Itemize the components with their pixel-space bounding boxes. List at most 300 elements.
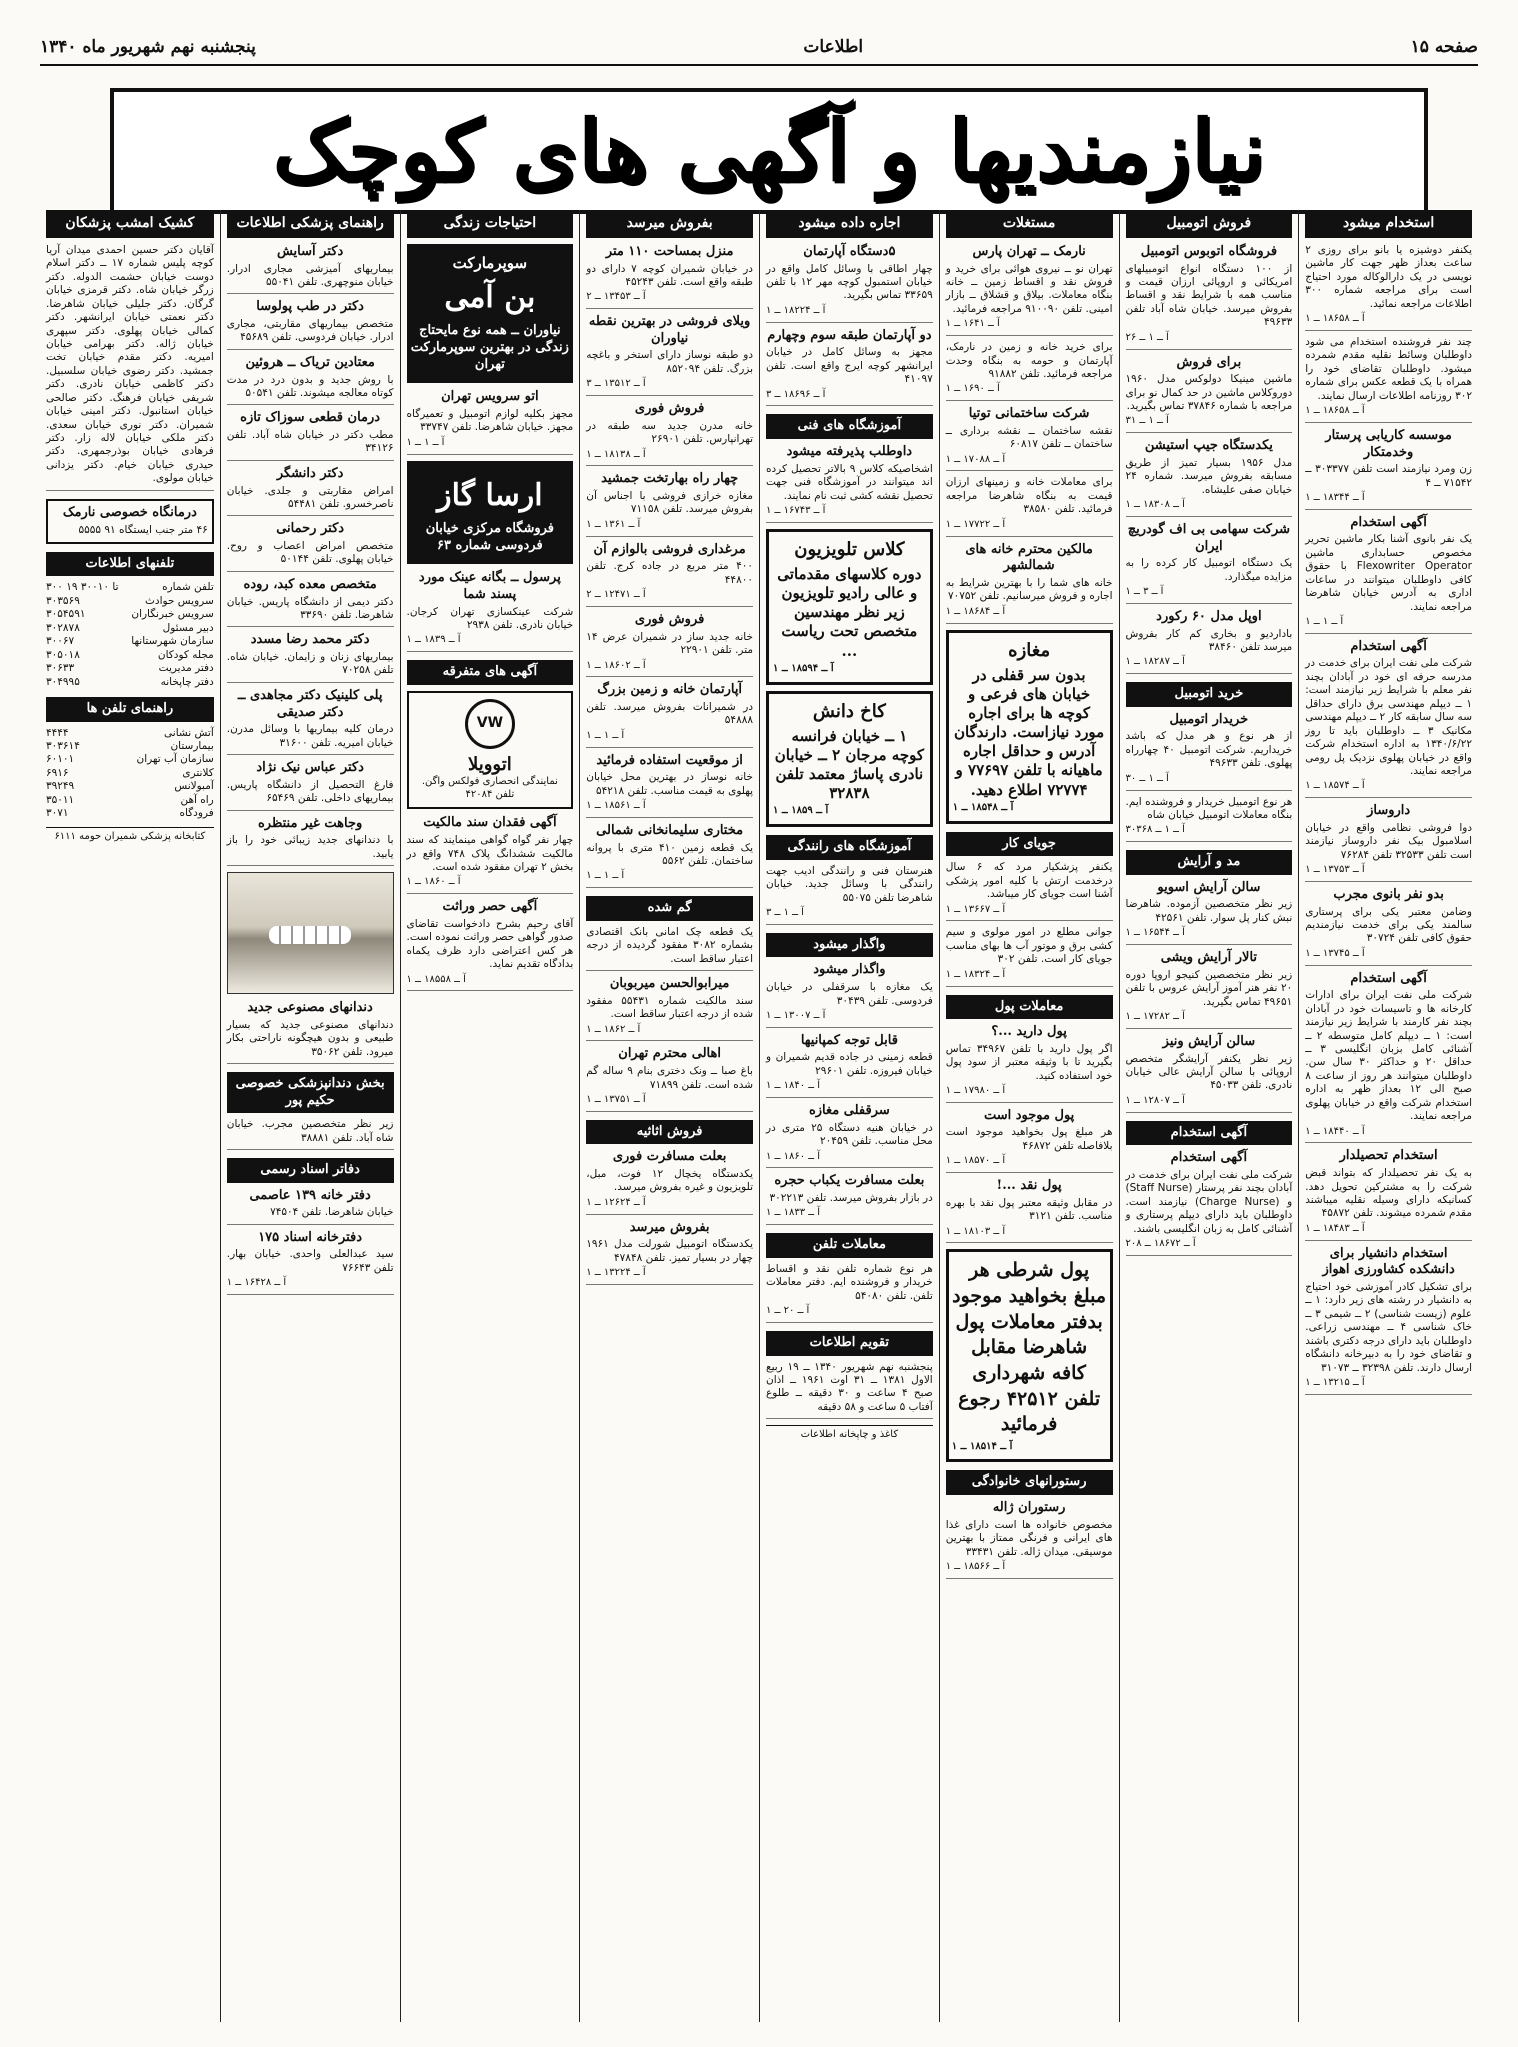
ad-body: با روش جدید و بدون درد در مدت کوتاه معالجه میشوند. تلفن ۵۰۵۴۱ (226, 373, 394, 399)
ad-title: داروساز (1367, 803, 1411, 819)
ad-ref: آ ــ ۱۸۶۰۲ ــ ۱ (586, 659, 646, 671)
clinic-box (46, 499, 214, 544)
ad-title: تالار آرایش ویشی (1160, 950, 1258, 966)
ad-list (407, 570, 574, 652)
classified-ad (586, 1220, 753, 1285)
classified-ad (586, 823, 753, 888)
phone-row (46, 767, 214, 780)
ad-body: بیماریهای زنان و زایمان. خیابان شاه. تلفن ۷۰۲۵۸ (226, 651, 394, 677)
ad-title: آپارتمان خانه و زمین بزرگ (597, 682, 743, 698)
classified-ad (766, 1033, 933, 1098)
ad-body: آقایان دکتر حسین احمدی میدان آریا کوچه پلیس شماره ۱۷ ــ دکتر اسلام دوست خیابان حشمت الدوله. دکتر زرگر خیابان شاه. دکتر قرمزی خیابان گرگان. دکتر جلیلی خیابان شاهرضا. دکتر نعمتی خیابان ایرانشهر. دکتر کمالی خیابان پهلوی. دکتر سپهری خیابان ژاله. دکتر بهرامی خیابان امیریه. دکتر مقدم خیابان تخت جمشید. دکتر رضوی خیابان سلسبیل. دکتر کاظمی خیابان نادری. دکتر شریفی خیابان فرهنگ. دکتر صالحی خیابان استانبول. دکتر امینی خیابان شمیران. دکتر نوری خیابان سعدی. دکتر ملکی خیابان لاله زار. دکتر فرهادی خیابان بوذرجمهری. دکتر حیدری خیابان خیام. دکتر یزدانی خیابان مولوی. (46, 243, 214, 485)
ad-ref: آ ــ ۱۸۶۰ ــ ۱ (766, 1150, 821, 1162)
ad-body: سید عبدالعلی واحدی. خیابان بهار. تلفن ۷۶۶۴۳ (226, 1248, 394, 1274)
ad-list (766, 1263, 933, 1323)
ad-body: تهران نو ــ نیروی هوائی برای خرید و فروش نقد و اقساط زمین ــ خانه بنگاه معاملات. بیلاق و قشلاق ــ بازار امینی. تلفن ۹۱۰۰۹۰ مراجعه فرمائید. (945, 262, 1113, 315)
ad-ref: آ ــ ۱۲۴۷۱ ــ ۲ (586, 589, 646, 601)
classified-ad (766, 1103, 933, 1168)
black-box-line-3: فروشگاه مرکزی خیابان فردوسی شماره ۶۳ (425, 521, 555, 553)
ad-body: هر مبلغ پول بخواهید موجود است بلافاصله تلفن ۴۶۸۷۲ (945, 1126, 1113, 1152)
section-head: دفاتر اسناد رسمی (227, 1158, 394, 1183)
ad-title: خریدار اتومبیل (1169, 711, 1249, 727)
ad-body: باداردیو و بخاری کم کار بفروش میرسد تلفن ۳۸۴۶۰ (1125, 627, 1293, 653)
ad-title: پول دارید ...؟ (991, 1024, 1067, 1040)
phone-number: ۳۰۶۳۳ (46, 662, 75, 675)
ad-list (586, 244, 753, 888)
ad-body: زیر نظر متخصصین آزموده. شاهرضا نبش کنار پل سوار. تلفن ۴۲۵۶۱ (1125, 898, 1293, 924)
ad-body: هر نوع اتومبیل خریدار و فروشنده ایم. بنگاه معاملات اتومبیل خیابان شاه (1125, 795, 1293, 821)
ad-title: دکتر محمد رضا مسدد (250, 632, 370, 648)
phone-number: ۶۹۱۶ (46, 766, 69, 779)
ad-ref: آ ــ ۱۳۶۱ ــ ۱ (586, 518, 641, 530)
photo-caption: دندانهای مصنوعی جدید (247, 1000, 373, 1016)
ad-ref: آ ــ ۱ ــ ۳۰ (1125, 772, 1169, 784)
ad-body: بیماریهای آمیزشی مجاری ادرار. خیابان منوچهری. تلفن ۵۵۰۴۱ (226, 262, 394, 288)
ad-body: درمان کلیه بیماریها با وسائل مدرن. خیابان امیریه. تلفن ۳۱۶۰۰ (226, 723, 394, 749)
classified-ad (1126, 244, 1293, 350)
ad-ref: آ ــ ۱ ــ ۱ (586, 870, 625, 882)
ad-body: زیر نظر متخصصین کنیجو اروپا دوره ۲۰ نفر هنر آموز آرایش عروس با تلفن ۴۹۶۵۱ تماس بگیرید. (1125, 968, 1293, 1008)
ad-body: دکتر دیمی از دانشگاه پاریس. خیابان شاهرضا. تلفن ۳۳۶۹۰ (226, 595, 394, 621)
classified-ad (227, 299, 394, 350)
ad-title: از موقعیت استفاده فرمائید (596, 752, 743, 768)
ad-title: دکتر عباس نیک نژاد (256, 760, 364, 776)
classified-ad (586, 753, 753, 818)
ad-title: آگهی حصر وراثت (442, 899, 538, 915)
big-ad-title: کاخ دانش (812, 700, 886, 722)
phone-label: آتش نشانی (164, 726, 214, 739)
ad-list (1126, 1150, 1293, 1256)
black-box-line-2: بن آمی (444, 280, 536, 316)
classified-ad (407, 815, 574, 894)
classified-ad (1305, 336, 1472, 423)
ad-list (946, 244, 1113, 624)
phone-label: راه آهن (180, 793, 214, 806)
phone-label: سازمان آب تهران (136, 753, 214, 766)
phone-row (46, 780, 214, 793)
ad-body: از هر نوع و هر مدل که باشد خریداریم. شرکت اتومبیل ۴۰ چهارراه پهلوی. تلفن ۴۹۶۳۳ (1125, 730, 1293, 770)
classified-ad (586, 1046, 753, 1111)
ad-title: آگهی استخدام (1170, 1150, 1248, 1166)
ad-body: آقای رحیم بشرح دادخواست تقاضای صدور گواهی حصر وراثت نموده است. هر کس اعتراضی دارد ظرف یکماه بدادگاه تقدیم نماید. (406, 917, 574, 971)
section-head: راهنمای تلفن ها (46, 697, 214, 722)
section-head: تلفنهای اطلاعات (46, 552, 214, 577)
big-ad-body: بدون سر قفلی در خیابان های فرعی و کوچه ها برای اجاره مورد نیازاست. دارندگان آدرس و حداقل اجاره ماهیانه با تلفن ۷۷۶۹۷ و ۷۲۷۷۴ اطلاع دهید. (954, 665, 1105, 799)
ad-body: متخصص بیماریهای مقاربتی، مجاری ادرار. خیابان فردوسی. تلفن ۴۵۶۸۹ (226, 318, 394, 344)
ad-title: سرقفلی مغازه (808, 1103, 890, 1119)
ad-title: قابل توجه کمپانیها (800, 1032, 898, 1048)
ad-title: سالن آرایش ونیز (1162, 1033, 1256, 1049)
ad-title: درمان قطعی سوزاک تازه (240, 410, 381, 426)
ad-body: یک نفر بانوی آشنا بکار ماشین تحریر مخصوص حسابداری ماشین Flexowriter Operator با حقوق کافی داوطلبان میتوانند در ساعات اداری به آدرس خیابان شاهرضا مراجعه نمایند. (1305, 533, 1472, 613)
ad-ref: آ ــ ۱۶۷۴۳ ــ ۱ (766, 504, 826, 516)
classified-ad (946, 1024, 1113, 1103)
ad-title: رستوران ژاله (992, 1500, 1066, 1516)
classified-ad (946, 406, 1113, 471)
phone-label: سازمان شهرستانها (131, 635, 214, 648)
big-ad-body: دوره کلاسهای مقدماتی و عالی رادیو تلویزیون زیر نظر مهندسین متخصص تحت ریاست ... (777, 564, 922, 660)
column-employment (1298, 210, 1478, 2022)
ad-ref: آ ــ ۱۸۵۹۴ ــ ۱ (773, 662, 834, 674)
ad-ref: آ ــ ۱ ــ ۱ (586, 729, 625, 741)
big-ad-body: ۱ ــ خیابان فرانسه کوچه مرجان ۲ ــ خیابان نادری پاساژ معتمد تلفن ۳۲۸۳۸ (774, 726, 924, 803)
classified-ad (946, 926, 1113, 986)
classified-ad (766, 1173, 933, 1225)
ad-ref: آ ــ ۱ ــ ۳ (766, 907, 804, 919)
classified-ad (46, 244, 214, 491)
classified-ad (946, 244, 1113, 336)
column-head: استخدام میشود (1305, 210, 1472, 238)
ad-ref: آ ــ ۱۸۲۲۴ ــ ۱ (766, 304, 826, 316)
ad-title: منزل بمساحت ۱۱۰ متر (605, 243, 734, 259)
classified-ad (1126, 1150, 1293, 1256)
phone-row (46, 595, 214, 608)
ad-body: مجهز بکلیه لوازم اتومبیل و تعمیرگاه مجهز. خیابان شاهرضا. تلفن ۳۳۷۴۷ (406, 407, 574, 434)
ad-ref: آ ــ ۱۸۵۶۶ ــ ۱ (945, 1561, 1006, 1572)
ad-title: پرسول ــ بگانه عینک مورد پسند شما (418, 570, 561, 602)
ad-list (1126, 244, 1293, 674)
classified-ad (227, 1188, 394, 1225)
clinic-box-line: ۴۶ متر جنب ایستگاه ۹۱ ۵۵۵۵ (78, 524, 208, 537)
big-ad-title: کلاس تلویزیون (794, 538, 905, 560)
column-life-needs (400, 210, 580, 2022)
ad-list (586, 926, 753, 1112)
ad-list (766, 865, 933, 925)
column-head: احتیاجات زندگی (407, 210, 574, 238)
ad-body: یک دستگاه اتومبیل کار کرده را به مزایده میگذارد. (1125, 557, 1293, 583)
ad-ref: آ ــ ۱ ــ ۱ (1305, 616, 1344, 628)
ad-list (766, 962, 933, 1225)
ad-body: اگر پول دارید با تلفن ۳۴۹۶۷ تماس بگیرید تا با وثیقه معتبر از سود پول خود استفاده کنید. (945, 1042, 1113, 1082)
ad-title: فروش فوری (634, 401, 705, 417)
ad-body: متخصص امراض اعصاب و روح. خیابان پهلوی. تلفن ۵۰۱۴۴ (226, 540, 394, 566)
ad-ref: آ ــ ۱۸۶۵۸ ــ ۱ (1305, 313, 1365, 325)
ad-list (766, 244, 933, 406)
phone-number: ۳۹۲۴۹ (46, 780, 75, 793)
ad-ref: آ ــ ۱۳۲۱۵ ــ ۱ (1305, 1376, 1365, 1388)
ad-body: شرکت ملی نفت ایران برای خدمت در آبادان بچند نفر پرستار (Staff Nurse) و (Charge Nurse) نیازمند است. داوطلبان باید دارای دیپلم پرستاری و آشنائی کامل به زبان انگلیسی باشند. (1125, 1168, 1293, 1235)
classified-ad (1305, 887, 1472, 966)
ad-ref: آ ــ ۱۸۵۷۴ ــ ۱ (1305, 780, 1365, 792)
ad-ref: آ ــ ۲۰ ــ ۱ (766, 1305, 810, 1317)
ad-body: وضامن معتبر یکی برای پرستاری سالمند یکی برای خدمت نیازمندیم حقوق کافی تلفن ۳۰۷۲۴ (1305, 905, 1472, 945)
ad-body: برای تشکیل کادر آموزشی خود احتیاج به دانشیار در رشته های زیر دارد: ۱ ــ علوم (زیست شناسی) ۲ ــ شیمی ۳ ــ خاک شناسی ۴ ــ مهندسی زراعی. داوطلبان باید دارای درجه دکتری باشند و تقاضای خود را به دبیرخانه دانشگاه ارسال دارند. تلفن ۳۲۳۹۸ ــ ۳۱۰۷۳ (1305, 1280, 1472, 1374)
ad-ref: آ ــ ۱۸۶۲ ــ ۱ (586, 1023, 641, 1035)
ad-body: دوا فروشی نظامی واقع در خیابان اسلامبول بیک نفر داروساز نیازمند است تلفن ۳۲۵۳۳ تلفن ۷۶۲۸۴ (1305, 821, 1472, 861)
ad-ref: آ ــ ۱۸۱۰۳ ــ ۱ (945, 1225, 1006, 1237)
column-footer: کتابخانه پزشکی شمیران حومه ۶۱۱۱ (46, 827, 214, 847)
ad-ref: آ ــ ۱۳۶۶۷ ــ ۱ (945, 903, 1006, 915)
section-head: فروش اثاثیه (586, 1120, 753, 1145)
ad-title: آگهی استخدام (1350, 970, 1427, 986)
ad-body: خیابان شاهرضا. تلفن ۷۴۵۰۴ (270, 1206, 394, 1219)
ad-body: خانه نوساز در بهترین محل خیابان پهلوی به قیمت مناسب. تلفن ۵۴۲۱۸ (586, 771, 753, 797)
ad-body: زیر نظر متخصصین مجرب. خیابان شاه آباد. تلفن ۳۸۸۸۱ (226, 1118, 394, 1144)
ad-body: خانه های شما را با بهترین شرایط به اجاره و فروش میرسانیم. تلفن ۷۰۷۵۲ (945, 576, 1113, 603)
ad-ref: آ ــ ۱۸۳۴۴ ــ ۱ (1305, 492, 1365, 503)
column-doctors-on-call (40, 210, 220, 2022)
ad-body: شرکت عینکسازی تهران کرجان. خیابان نادری. تلفن ۲۹۳۸ (406, 605, 574, 631)
ad-body: زیر نظر یکنفر آرایشگر متخصص اروپائی با سالن آرایش عالی خیابان نادری. تلفن ۴۵۰۳۳ (1125, 1052, 1293, 1092)
classified-ad (766, 244, 933, 323)
black-box-line-1: سوپرمارکت (452, 253, 528, 272)
ad-ref: آ ــ ۱۶۵۴۴ ــ ۱ (1125, 927, 1185, 939)
classified-ad (766, 865, 933, 925)
ad-list (227, 244, 394, 866)
classified-ad (407, 389, 574, 454)
ad-ref: آ ــ ۱۷۷۲۲ ــ ۱ (945, 518, 1006, 530)
ad-body: مدل ۱۹۵۶ بسیار تمیز از طریق مسابقه بفروش میرسد. شماره ۲۴ خیابان صفی علیشاه. (1125, 456, 1293, 496)
column-medical-guide (220, 210, 400, 2022)
ad-body: اشخاصیکه کلاس ۹ بالاتر تحصیل کرده اند میتوانند در آموزشگاه فنی جهت تحصیل نقشه کشی ثبت نام نمایند. (766, 462, 933, 502)
ad-ref: آ ــ ۱ ــ ۳۱ (1125, 415, 1169, 427)
classified-ad (1126, 609, 1293, 674)
classified-ad (407, 570, 574, 652)
ad-ref: آ ــ ۱۷۰۸۸ ــ ۱ (945, 453, 1006, 465)
ad-ref: آ ــ ۱۷۲۸۲ ــ ۱ (1125, 1011, 1185, 1023)
ad-body: قطعه زمینی در جاده قدیم شمیران و خیابان فیروزه. تلفن ۲۹۶۰۱ (766, 1051, 933, 1077)
classified-ad (766, 328, 933, 407)
classified-ad (1126, 1034, 1293, 1113)
kakh-danesh-ad (766, 691, 933, 828)
ad-body: مخصوص خانواده ها است دارای غذا های ایرانی و فرنگی ممتاز با بهترین موسیقی. میدان ژاله. تلفن ۳۳۴۳۱ (945, 1518, 1113, 1558)
ad-title: دو آپارتمان طبقه سوم وچهارم (767, 327, 932, 343)
section-head: معاملات پول (946, 995, 1113, 1020)
ad-title: آگهی استخدام (1350, 514, 1427, 530)
classified-ad (227, 760, 394, 811)
ad-ref: آ ــ ۱۸۳۰۸ ــ ۱ (1125, 499, 1185, 511)
phone-label: دفتر مدیریت (158, 662, 214, 675)
classified-ad (227, 410, 394, 461)
phone-row (46, 635, 214, 648)
ad-title: اهالی محترم تهران (618, 1046, 721, 1062)
ad-ref: آ ــ ۱۸۶۵۸ ــ ۱ (1305, 405, 1365, 417)
ad-title: دفترخانه اسناد ۱۷۵ (258, 1229, 363, 1245)
ad-body: چهار اطاقی با وسائل کامل واقع در خیابان استمبول کوچه مهر ۱۲ با تلفن ۳۳۶۵۹ تماس بگیرید. (766, 262, 933, 302)
classified-ad (1305, 515, 1472, 634)
classified-ad (946, 1178, 1113, 1243)
ad-body: یک مغازه با سرقفلی در خیابان فردوسی. تلفن ۳۰۴۳۹ (766, 981, 933, 1007)
ad-body: در بازار بفروش میرسد. تلفن ۳۰۲۲۱۳ (769, 1191, 933, 1204)
ad-title: پلی کلینیک دکتر مجاهدی ــ دکتر صدیقی (237, 687, 383, 720)
ad-list (946, 1500, 1113, 1579)
ad-body: در خیابان هنیه دستگاه ۲۵ متری در محل مناسب. تلفن ۲۰۴۵۹ (766, 1121, 933, 1148)
classified-ad (946, 542, 1113, 624)
ad-body: مغازه خرازی فروشی با اجناس آن بفروش میرسد. تلفن ۷۱۱۵۸ (586, 490, 753, 516)
phone-row (46, 727, 214, 740)
section-head: مد و آرایش (1126, 850, 1293, 875)
ad-title: مرغداری فروشی بالوازم آن (593, 541, 746, 557)
ad-ref: آ ــ ۱۸۵۷۰ ــ ۱ (945, 1155, 1006, 1167)
phone-row (46, 649, 214, 662)
top-bar (40, 30, 1478, 66)
phone-label: دبیر مسئول (162, 621, 214, 634)
classified-ad (586, 1149, 753, 1214)
phone-label: فرودگاه (179, 807, 214, 820)
logo-sub: نمایندگی انحصاری فولکس واگن. تلفن ۴۲۰۸۴ (421, 775, 558, 800)
ad-title: بفروش میرسد (629, 1219, 710, 1235)
classified-ad (227, 1230, 394, 1295)
phone-label: مجله کودکان (157, 648, 214, 661)
ad-title: دکتر در طب پولوسا (256, 299, 364, 315)
phone-label: آمبولانس (174, 780, 214, 793)
ad-ref: آ ــ ۳ ــ ۱ (1125, 586, 1164, 598)
ad-body: هر نوع شماره تلفن نقد و اقساط خریدار و فروشنده ایم. دفتر معاملات تلفن. تلفن ۵۴۰۸۰ (766, 1262, 933, 1302)
phone-number: ۳۰۰ ۱۹ تا ۳۰۰۱۰ (46, 581, 119, 594)
ad-body: ماشین مینیکا دولوکس مدل ۱۹۶۰ دوروکلاس ماشین در حد کمال نو برای مراجعه با شماره ۳۷۸۴۶ تماس بگیرید. (1125, 373, 1293, 413)
ad-body: یک قطعه چک امانی بانک اقتصادی بشماره ۳۰۸۲ مفقود گردیده از درجه اعتبار ساقط است. (586, 925, 753, 965)
section-head: رستورانهای خانوادگی (946, 1470, 1113, 1495)
ad-title: سالن آرایش اسویو (1157, 879, 1261, 895)
ad-ref: آ ــ ۱۲۶۲۴ ــ ۱ (586, 1196, 646, 1208)
classified-ad (946, 341, 1113, 401)
ad-body: در خیابان شمیران کوچه ۷ دارای دو طبقه واقع است. تلفن ۴۵۲۴۳ (586, 262, 753, 288)
ad-title: اوپل مدل ۶۰ رکورد (1156, 608, 1262, 624)
column-for-sale (579, 210, 759, 2022)
ad-title: بدو نفر بانوی مجرب (1333, 886, 1444, 902)
phone-label: سرویس حوادث (145, 594, 214, 607)
column-head: کشیک امشب پزشکان (46, 210, 214, 238)
column-rentals (759, 210, 939, 2022)
ad-list (227, 1118, 394, 1150)
ad-body: شرکت ملی نفت ایران برای خدمت در مدرسه حرفه ای خود در آبادان بچند نفر معلم با شرایط زیر نیازمند است: ۱ ــ دیپلم مهندسی برق دارای حداقل سه سال سابقه کار ۲ ــ دیپلم مهندسی مکانیک ۳ ــ داوطلبان باید تا روز ۱۳۴۰/۶/۲۲ به اداره استخدام شرکت واقع در خیابان پهلوی نزدیک پل رومی مراجعه نمایند. (1305, 657, 1472, 777)
shop-wanted-ad (946, 630, 1113, 824)
ad-title: شرکت ساختمانی توتیا (968, 406, 1090, 422)
ad-list (227, 1019, 394, 1064)
classified-ad (586, 244, 753, 309)
ad-title: وجاهت غیر منتظره (257, 815, 363, 831)
ad-title: ویلای فروشی در بهترین نقطه نیاوران (588, 314, 751, 346)
ad-ref: آ ــ ۱۸۶۷۲ ــ ۲۰۸ (1125, 1238, 1196, 1250)
phone-number: ۳۰۴۹۹۵ (46, 675, 80, 688)
vw-logo-icon: VW (465, 699, 515, 749)
ad-title: استخدام دانشیار برای دانشکده کشاورزی اهواز (1322, 1245, 1455, 1278)
ad-list (946, 1024, 1113, 1243)
ad-list (946, 861, 1113, 986)
ad-body: در مقابل وثیقه معتبر پول نقد با بهره مناسب. تلفن ۳۱۲۱ (945, 1196, 1113, 1223)
classified-ad (586, 471, 753, 536)
ad-list (586, 1149, 753, 1285)
ad-ref: آ ــ ۱۸۱۳۸ ــ ۱ (586, 448, 646, 460)
ad-body: شرکت ملی نفت ایران برای ادارات کارخانه ها و تاسیسات خود در آبادان بچند نفر کارمند با شرایط زیر نیازمند است: ۱ ــ دیپلم کامل متوسطه ۲ ــ آشنائی کامل بزبان انگلیسی ۳ ــ حداقل ۲۰ و حداکثر ۳۰ سال سن. داوطلبان میتوانند هر روز از ساعت ۸ صبح الی ۱۲ بعداز ظهر به اداره استخدام شرکت واقع در خیابان پهلوی مراجعه نمایند. (1305, 989, 1473, 1123)
section-head: آگهی های متفرقه (407, 660, 574, 685)
ad-ref: آ ــ ۱۳۵۱۲ ــ ۳ (586, 378, 646, 390)
ad-body: زن ومرد نیازمند است تلفن ۳۰۳۳۷۷ ــ ۷۱۵۴۲ ــ ۴ (1305, 463, 1472, 489)
phone-number: ۴۴۴۴ (46, 726, 69, 739)
phone-number: ۳۰۳۵۶۹ (46, 594, 80, 607)
ad-body: چند نفر فروشنده استخدام می شود داوطلبان وسائط نقلیه مقدم شمرده میشود. داوطلبان تقاضای خود را همراه با یک قطعه عکس برای شماره ۳۰۲ روزنامه اطلاعات ارسال نمایند. (1305, 335, 1472, 402)
ad-body: مجهز به وسائل کامل در خیابان ایرانشهر کوچه ایرج واقع است. تلفن ۴۱۰۹۷ (766, 346, 933, 386)
ad-title: مالکین محترم خانه های شمالشهر (965, 541, 1093, 574)
phone-number: ۳۰۵۰۱۸ (46, 648, 80, 661)
ad-ref: آ ــ ۱۳۰۰۷ ــ ۱ (766, 1009, 826, 1021)
ad-ref: آ ــ ۱۸۴۴۰ ــ ۱ (1305, 1125, 1365, 1137)
phone-label: بیمارستان (170, 740, 214, 753)
ad-title: داوطلب پذیرفته میشود (786, 444, 913, 459)
black-box-line-2: ارسا گاز (437, 477, 543, 513)
phone-label: کلانتری (182, 766, 214, 779)
ad-title: پول موجود است (983, 1107, 1075, 1123)
classified-ad (227, 1118, 394, 1150)
ad-list (227, 1188, 394, 1295)
column-head: فروش اتومبیل (1126, 210, 1293, 238)
column-head: راهنمای پزشکی اطلاعات (227, 210, 394, 238)
classified-ad (586, 542, 753, 607)
classified-ad (1305, 971, 1472, 1144)
classified-ad (946, 1500, 1113, 1579)
ad-title: چهار راه بهارتخت جمشید (601, 471, 739, 487)
ad-ref: آ ــ ۱۸۶۰ ــ ۱ (406, 876, 461, 888)
section-head: گم شده (586, 896, 753, 921)
ad-body: برای معاملات خانه و زمینهای ارزان قیمت به بنگاه شاهرضا مراجعه فرمائید. تلفن ۳۸۵۸۰ (945, 476, 1113, 516)
classified-ad (1305, 803, 1472, 882)
ad-body: هنرستان فنی و رانندگی ادیب جهت رانندگی با وسائل جدید. خیابان شاهرضا تلفن ۵۵۰۷۵ (766, 864, 933, 904)
ad-ref: آ ــ ۱۸۶۹۶ ــ ۳ (766, 388, 826, 400)
classified-ad (227, 466, 394, 517)
clinic-box-head: درمانگاه خصوصی نارمک (62, 504, 197, 520)
classified-ad (1126, 355, 1293, 434)
black-box-line-3: نیاوران ــ همه نوع مایحتاج زندگی در بهترین سوپرمارکت تهران (410, 323, 569, 372)
ad-body: یکنفر دوشیزه یا بانو برای روزی ۲ ساعت بعداز ظهر جهت کار ماشین نویسی در یک دارالوکاله مورد احتیاج است برای مراجعه شماره ۳۰۰ اطلاعات مراجعه نمائید. (1305, 243, 1472, 310)
section-head: بخش دندانپزشکی خصوصی حکیم پور (227, 1072, 394, 1113)
classified-ad (1126, 712, 1293, 791)
classified-ad (766, 962, 933, 1027)
phone-number: ۳۰۲۸۷۸ (46, 621, 80, 634)
ad-title: برای فروش (1176, 354, 1242, 370)
autovilla-ad (407, 691, 574, 810)
ad-title: دکتر دانشگر (276, 465, 344, 481)
ad-ref: آ ــ ۱۳۴۵۳ ــ ۲ (586, 291, 646, 303)
supermarket-ad (407, 244, 574, 383)
columns-area (40, 210, 1478, 2022)
ad-title: واگذار میشود (813, 962, 886, 978)
classified-ad (1305, 1246, 1472, 1395)
ad-ref: آ ــ ۱۸۳۳ ــ ۱ (766, 1207, 821, 1219)
classified-ad (766, 1361, 933, 1420)
phone-number: ۶۰۱۰۱ (46, 753, 75, 766)
section-head: جویای کار (946, 832, 1113, 857)
ad-title: یکدستگاه جیپ استیشن (1144, 438, 1273, 454)
classified-ad (1126, 522, 1293, 604)
arsagas-ad (407, 461, 574, 565)
ad-body: امراض مقاربتی و جلدی. خیابان ناصرخسرو. تلفن ۵۴۴۸۱ (226, 484, 394, 510)
phone-label: دفتر چاپخانه (160, 675, 214, 688)
ad-ref: آ ــ ۱۸۵۵۸ ــ ۱ (406, 973, 466, 985)
ad-title: معتادین تریاک ــ هروئین (245, 354, 375, 370)
classified-ad (1305, 639, 1472, 798)
page-number: صفحه ۱۵ (1410, 37, 1478, 57)
classified-ad (227, 816, 394, 867)
phone-list (46, 727, 214, 821)
classified-ad (1305, 1148, 1472, 1240)
ad-title: ۵دستگاه آپارتمان (803, 243, 896, 259)
paper-name: اطلاعات (803, 37, 864, 57)
ad-title: مختاری سلیمانخانی شمالی (596, 822, 744, 838)
ad-title: استخدام تحصیلدار (1339, 1148, 1438, 1164)
ad-body: باغ صبا ــ ونک دختری بنام ۹ ساله گم شده است. تلفن ۷۱۸۹۹ (586, 1065, 753, 1091)
ad-ref: آ ــ ۱۸۳۹ ــ ۱ (406, 634, 461, 646)
column-car-sales (1119, 210, 1299, 2022)
section-head: آگهی استخدام (1126, 1121, 1293, 1146)
ad-ref: آ ــ ۱۲۸۰۷ ــ ۱ (1125, 1094, 1185, 1106)
ad-ref: آ ــ ۱۸۵۹ ــ ۱ (773, 805, 829, 817)
ad-body: یکدستگاه اتومبیل شورلت مدل ۱۹۶۱ چهار در بسیار تمیز. تلفن ۴۷۸۴۸ (586, 1238, 753, 1264)
ad-ref: آ ــ ۱۶۴۲۸ ــ ۱ (226, 1277, 287, 1289)
ad-body: یک قطعه زمین ۴۱۰ متری با پروانه ساختمان. تلفن ۵۵۶۲ (586, 841, 753, 867)
ad-body: در شمیرانات بفروش میرسد. تلفن ۵۴۸۸۸ (586, 700, 753, 727)
classified-ad (227, 355, 394, 406)
column-head: بفروش میرسد (586, 210, 753, 238)
